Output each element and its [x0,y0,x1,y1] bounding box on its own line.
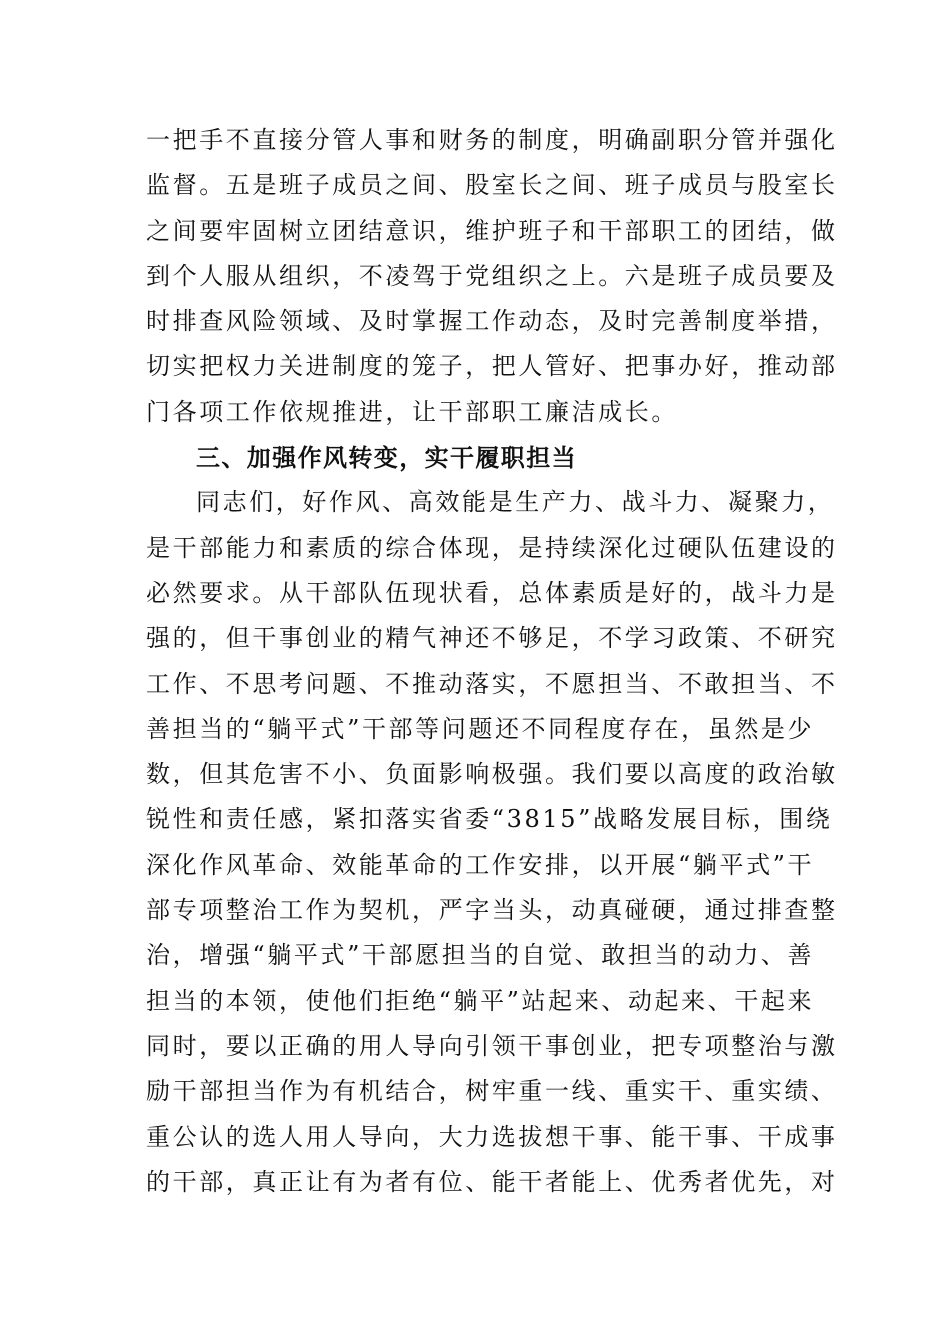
section-heading: 三、加强作风转变，实干履职担当 [196,443,577,473]
paragraph-line: 门各项工作依规推进，让干部职工廉洁成长。 [146,397,678,426]
paragraph-line: 励干部担当作为有机结合，树牢重一线、重实干、重实绩、 [146,1077,838,1106]
paragraph-line: 监督。五是班子成员之间、股室长之间、班子成员与股室长 [146,171,838,200]
paragraph-line: 一把手不直接分管人事和财务的制度，明确副职分管并强化 [146,126,838,154]
paragraph-line: 锐性和责任感，紧扣落实省委“3815”战略发展目标，围绕 [146,805,833,834]
paragraph-line: 是干部能力和素质的综合体现，是持续深化过硬队伍建设的 [146,533,838,562]
paragraph-line: 到个人服从组织，不凌驾于党组织之上。六是班子成员要及 [146,261,838,290]
paragraph-line: 深化作风革命、效能革命的工作安排，以开展“躺平式”干 [146,850,815,879]
paragraph-line: 切实把权力关进制度的笼子，把人管好、把事办好，推动部 [146,352,838,381]
paragraph-first-line: 同志们，好作风、高效能是生产力、战斗力、凝聚力， [196,488,835,517]
document-body [146,118,838,1205]
paragraph-line: 担当的本领，使他们拒绝“躺平”站起来、动起来、干起来 [146,986,815,1015]
paragraph-line: 时排查风险领域、及时掌握工作动态，及时完善制度举措， [146,307,838,336]
paragraph-line: 数，但其危害不小、负面影响极强。我们要以高度的政治敏 [146,760,838,789]
paragraph-line: 部专项整治工作为契机，严字当头，动真碰硬，通过排查整 [146,896,838,925]
paragraph-line: 治，增强“躺平式”干部愿担当的自觉、敢担当的动力、善 [146,941,815,970]
paragraph-line: 必然要求。从干部队伍现状看，总体素质是好的，战斗力是 [146,578,838,607]
paragraph-line: 强的，但干事创业的精气神还不够足，不学习政策、不研究 [146,624,838,653]
paragraph-line: 工作、不思考问题、不推动落实，不愿担当、不敢担当、不 [146,669,838,698]
paragraph-line: 之间要牢固树立团结意识，维护班子和干部职工的团结，做 [146,216,838,245]
paragraph-line: 善担当的“躺平式”干部等问题还不同程度存在，虽然是少 [146,714,815,743]
paragraph-line: 同时，要以正确的用人导向引领干事创业，把专项整治与激 [146,1031,838,1060]
paragraph-line: 重公认的选人用人导向，大力选拔想干事、能干事、干成事 [146,1122,838,1151]
paragraph-line: 的干部，真正让有为者有位、能干者能上、优秀者优先，对 [146,1167,838,1196]
